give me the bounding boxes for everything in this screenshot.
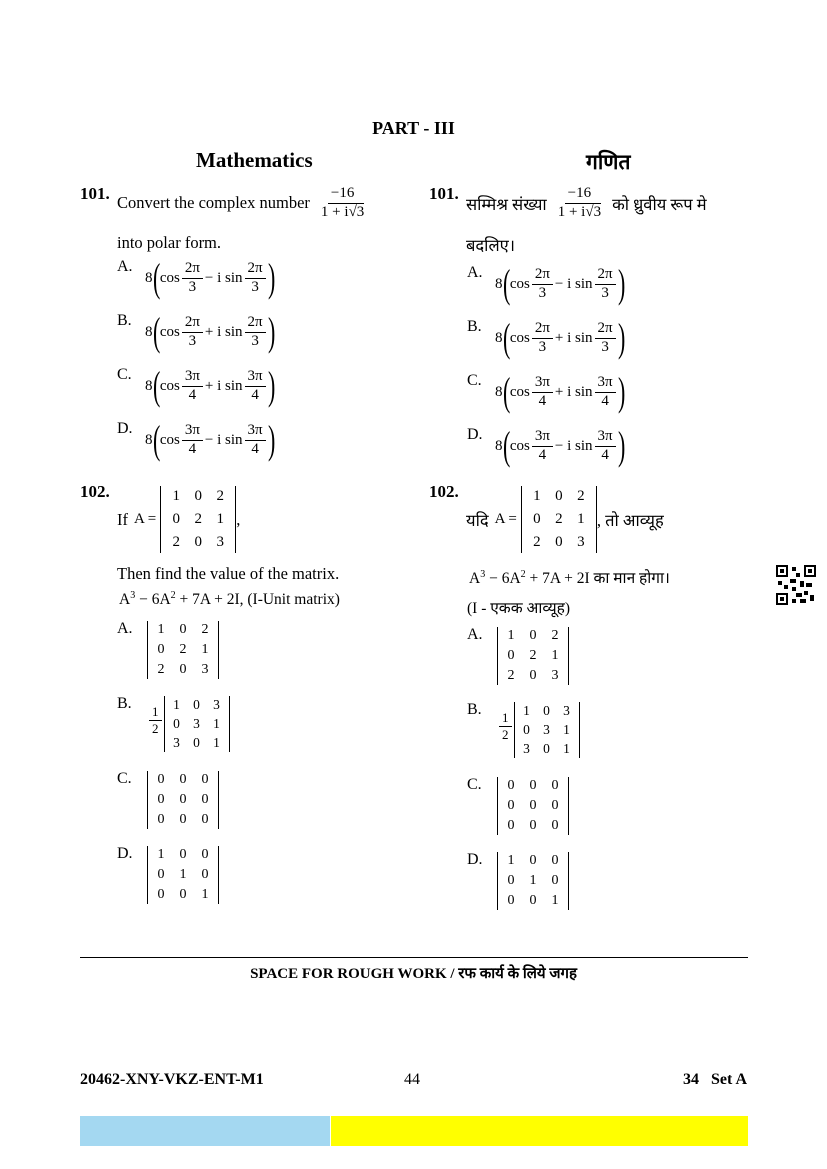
question-number: 102. bbox=[429, 482, 459, 501]
option-row bbox=[117, 309, 275, 354]
matrix-label: A = bbox=[494, 511, 517, 527]
fraction-numerator: 1 bbox=[149, 705, 162, 721]
matrix-cell: 0 bbox=[529, 853, 537, 868]
matrix-cell: 0 bbox=[179, 792, 187, 807]
matrix-cell: 0 bbox=[194, 488, 202, 504]
divider-line bbox=[80, 957, 748, 958]
expr-term: − 6A bbox=[139, 591, 171, 609]
question-text: Convert the complex number bbox=[117, 193, 310, 213]
expr-exponent: 2 bbox=[170, 590, 176, 601]
matrix-cell: 1 bbox=[179, 867, 187, 882]
option-label: A. bbox=[117, 620, 133, 637]
matrix-cell: 2 bbox=[529, 648, 537, 663]
fraction-numerator: 1 bbox=[499, 711, 512, 727]
question-102-stem bbox=[117, 486, 240, 553]
fraction-denominator: 1 + i√3 bbox=[557, 203, 602, 220]
matrix-cell: 0 bbox=[193, 697, 200, 712]
option-row bbox=[467, 315, 625, 360]
matrix-cell: 0 bbox=[529, 778, 537, 793]
option-label: A. bbox=[117, 258, 133, 275]
matrix-cell: 1 bbox=[157, 847, 165, 862]
fraction-numerator: 2π bbox=[182, 261, 203, 279]
left-paren: ( bbox=[502, 423, 510, 468]
operator-term: + i sin bbox=[204, 323, 243, 340]
matrix-cell: 0 bbox=[194, 534, 202, 550]
matrix-cell: 0 bbox=[507, 893, 515, 908]
option-row bbox=[467, 369, 625, 414]
matrix-cell: 3 bbox=[216, 534, 224, 550]
coefficient: 8 bbox=[495, 329, 503, 346]
option-row bbox=[467, 423, 625, 468]
matrix-cell: 1 bbox=[213, 716, 220, 731]
fraction-denominator: 4 bbox=[188, 386, 197, 403]
matrix-cell: 0 bbox=[157, 792, 165, 807]
angle-fraction bbox=[245, 423, 266, 458]
fraction-denominator: 4 bbox=[601, 446, 609, 463]
matrix-cell: 1 bbox=[577, 511, 585, 527]
coefficient: 8 bbox=[495, 437, 503, 454]
qr-code-icon bbox=[776, 565, 816, 605]
angle-fraction bbox=[532, 267, 553, 302]
question-number: 101. bbox=[429, 184, 459, 203]
matrix-cell: 0 bbox=[201, 772, 209, 787]
option-row bbox=[117, 695, 230, 752]
matrix-cell: 1 bbox=[213, 735, 220, 750]
matrix-cell: 2 bbox=[201, 622, 209, 637]
matrix-cell: 3 bbox=[213, 697, 220, 712]
option-row bbox=[467, 776, 569, 835]
option-label: B. bbox=[117, 312, 132, 329]
right-paren: ) bbox=[617, 369, 625, 414]
fraction-denominator: 3 bbox=[188, 278, 197, 295]
fraction-denominator: 3 bbox=[538, 284, 547, 301]
fraction-denominator: 4 bbox=[538, 446, 547, 463]
fraction-denominator: 3 bbox=[538, 338, 547, 355]
cos-term: cos bbox=[509, 437, 530, 454]
expr-term: A bbox=[119, 591, 131, 609]
matrix-cell: 1 bbox=[563, 741, 570, 756]
matrix-cell: 1 bbox=[523, 703, 530, 718]
matrix-cell: 0 bbox=[157, 867, 165, 882]
question-text: , तो आव्यूह bbox=[596, 511, 664, 530]
paper-code: 20462-XNY-VKZ-ENT-M1 bbox=[80, 1071, 264, 1088]
matrix-cell: 0 bbox=[543, 741, 550, 756]
option-label: C. bbox=[467, 372, 482, 389]
option-label: B. bbox=[467, 318, 482, 335]
matrix-cell: 0 bbox=[507, 778, 515, 793]
question-text: यदि bbox=[466, 511, 489, 530]
operator-term: − i sin bbox=[204, 431, 243, 448]
fraction-numerator: −16 bbox=[565, 186, 594, 204]
angle-fraction bbox=[245, 315, 266, 350]
cos-term: cos bbox=[509, 383, 530, 400]
question-number: 102. bbox=[80, 482, 110, 501]
matrix-cell: 0 bbox=[523, 722, 530, 737]
option-matrix bbox=[164, 696, 230, 752]
matrix-cell: 0 bbox=[507, 873, 515, 888]
angle-fraction bbox=[182, 261, 203, 296]
angle-fraction bbox=[245, 261, 266, 296]
polar-expression bbox=[495, 261, 625, 306]
matrix-cell: 0 bbox=[157, 772, 165, 787]
matrix-cell: 2 bbox=[577, 488, 585, 504]
matrix-cell: 0 bbox=[533, 511, 541, 527]
angle-fraction bbox=[182, 315, 203, 350]
option-label: D. bbox=[467, 426, 483, 443]
hindi-section-title: गणित bbox=[586, 150, 631, 174]
option-row bbox=[467, 851, 569, 910]
polar-expression bbox=[145, 309, 275, 354]
matrix-cell: 3 bbox=[173, 735, 180, 750]
matrix-cell: 0 bbox=[179, 622, 187, 637]
angle-fraction bbox=[532, 429, 553, 464]
option-row bbox=[467, 261, 625, 306]
coefficient: 8 bbox=[145, 377, 153, 394]
fraction-numerator: 3π bbox=[595, 375, 616, 393]
question-text: को ध्रुवीय रूप मे bbox=[612, 194, 707, 214]
right-paren: ) bbox=[267, 309, 275, 354]
fraction-numerator: 3π bbox=[182, 423, 203, 441]
fraction-denominator: 4 bbox=[601, 392, 609, 409]
right-paren: ) bbox=[617, 423, 625, 468]
unit-note: (I - एकक आव्यूह) bbox=[467, 600, 571, 617]
coefficient: 8 bbox=[495, 383, 503, 400]
option-matrix bbox=[497, 627, 569, 685]
matrix-cell: 1 bbox=[172, 488, 180, 504]
coefficient: 8 bbox=[495, 275, 503, 292]
matrix-cell: 1 bbox=[157, 622, 165, 637]
fraction-denominator: 3 bbox=[251, 332, 259, 349]
option-row bbox=[117, 845, 219, 904]
angle-fraction bbox=[532, 375, 553, 410]
matrix-cell: 0 bbox=[529, 818, 537, 833]
fraction-denominator: 3 bbox=[601, 284, 609, 301]
expr-exponent: 2 bbox=[520, 568, 526, 580]
matrix-cell: 0 bbox=[529, 668, 537, 683]
angle-fraction bbox=[532, 321, 553, 356]
matrix-cell: 1 bbox=[551, 648, 559, 663]
angle-fraction bbox=[595, 267, 616, 302]
option-row bbox=[117, 363, 275, 408]
option-matrix bbox=[497, 852, 569, 910]
part-heading: PART - III bbox=[372, 118, 455, 138]
fraction-denominator: 4 bbox=[251, 386, 259, 403]
matrix-cell: 2 bbox=[533, 534, 541, 550]
matrix-cell: 0 bbox=[551, 798, 559, 813]
left-paren: ( bbox=[502, 369, 510, 414]
option-row bbox=[117, 770, 219, 829]
fraction-numerator: 2π bbox=[532, 321, 553, 339]
matrix-cell: 0 bbox=[529, 798, 537, 813]
complex-fraction bbox=[318, 186, 367, 221]
fraction-numerator: 2π bbox=[245, 261, 266, 279]
matrix-cell: 0 bbox=[555, 488, 563, 504]
cos-term: cos bbox=[159, 377, 180, 394]
polar-expression bbox=[145, 417, 275, 462]
fraction-numerator: 2π bbox=[245, 315, 266, 333]
matrix-cell: 0 bbox=[201, 847, 209, 862]
option-label: D. bbox=[117, 420, 133, 437]
english-section-title: Mathematics bbox=[196, 148, 313, 172]
matrix-cell: 0 bbox=[179, 772, 187, 787]
fraction-numerator: 3π bbox=[245, 369, 266, 387]
polar-expression bbox=[145, 363, 275, 408]
option-label: A. bbox=[467, 626, 483, 643]
option-row bbox=[467, 626, 569, 685]
option-row bbox=[117, 620, 219, 679]
option-matrix bbox=[514, 702, 580, 758]
fraction-denominator: 2 bbox=[502, 726, 509, 742]
left-paren: ( bbox=[502, 261, 510, 306]
question-number: 101. bbox=[80, 184, 110, 203]
complex-fraction bbox=[555, 186, 604, 221]
matrix-cell: 1 bbox=[507, 628, 515, 643]
matrix-label: A = bbox=[134, 511, 157, 527]
option-row bbox=[467, 701, 580, 758]
cos-term: cos bbox=[159, 323, 180, 340]
matrix-cell: 1 bbox=[533, 488, 541, 504]
fraction-denominator: 3 bbox=[601, 338, 609, 355]
option-matrix bbox=[147, 621, 219, 679]
matrix-cell: 0 bbox=[201, 867, 209, 882]
operator-term: + i sin bbox=[554, 383, 593, 400]
coefficient: 8 bbox=[145, 323, 153, 340]
angle-fraction bbox=[182, 369, 203, 404]
sqrt-term: 3 bbox=[356, 203, 365, 220]
matrix-cell: 0 bbox=[173, 716, 180, 731]
angle-fraction bbox=[182, 423, 203, 458]
matrix-cell: 0 bbox=[157, 812, 165, 827]
matrix-cell: 1 bbox=[173, 697, 180, 712]
matrix-cell: 2 bbox=[157, 662, 165, 677]
angle-fraction bbox=[595, 429, 616, 464]
fraction-denominator: 1 + i√3 bbox=[320, 203, 365, 220]
right-paren: ) bbox=[267, 255, 275, 300]
matrix-cell: 0 bbox=[157, 642, 165, 657]
question-text: बदलिए। bbox=[466, 236, 516, 255]
left-paren: ( bbox=[152, 309, 160, 354]
left-paren: ( bbox=[502, 315, 510, 360]
matrix-cell: 0 bbox=[551, 873, 559, 888]
matrix-cell: 0 bbox=[507, 648, 515, 663]
sqrt-term: 3 bbox=[593, 203, 602, 220]
matrix-cell: 0 bbox=[529, 628, 537, 643]
cos-term: cos bbox=[159, 269, 180, 286]
operator-term: − i sin bbox=[554, 275, 593, 292]
matrix-cell: 1 bbox=[529, 873, 537, 888]
page-number: 44 bbox=[404, 1071, 420, 1088]
matrix-cell: 1 bbox=[563, 722, 570, 737]
expr-exponent: 3 bbox=[480, 568, 486, 580]
question-text: सम्मिश्र संख्या bbox=[466, 194, 547, 214]
matrix-cell: 0 bbox=[201, 812, 209, 827]
matrix-a bbox=[160, 486, 236, 553]
question-text: Then find the value of the matrix. bbox=[117, 564, 340, 583]
expr-term: A bbox=[469, 570, 481, 587]
option-label: B. bbox=[117, 695, 132, 712]
matrix-cell: 2 bbox=[551, 628, 559, 643]
denominator-term: 1 + i bbox=[557, 203, 586, 220]
question-102-stem-hindi bbox=[466, 486, 664, 553]
matrix-cell: 0 bbox=[507, 818, 515, 833]
footer-color-band-blue bbox=[80, 1116, 330, 1146]
unit-note: (I-Unit matrix) bbox=[247, 591, 340, 609]
option-label: C. bbox=[467, 776, 482, 793]
polar-expression bbox=[495, 315, 625, 360]
matrix-cell: 0 bbox=[551, 853, 559, 868]
right-paren: ) bbox=[267, 417, 275, 462]
expr-exponent: 3 bbox=[130, 590, 136, 601]
fraction-numerator: 3π bbox=[532, 429, 553, 447]
expr-term: − 6A bbox=[489, 570, 521, 587]
footer-color-band-yellow bbox=[331, 1116, 748, 1146]
angle-fraction bbox=[245, 369, 266, 404]
matrix-cell: 0 bbox=[529, 893, 537, 908]
cos-term: cos bbox=[509, 275, 530, 292]
matrix-cell: 3 bbox=[543, 722, 550, 737]
matrix-cell: 1 bbox=[216, 511, 224, 527]
matrix-cell: 3 bbox=[193, 716, 200, 731]
cos-term: cos bbox=[159, 431, 180, 448]
matrix-cell: 1 bbox=[507, 853, 515, 868]
option-row bbox=[117, 417, 275, 462]
matrix-cell: 0 bbox=[551, 778, 559, 793]
matrix-a bbox=[521, 486, 597, 553]
coefficient: 8 bbox=[145, 269, 153, 286]
matrix-cell: 0 bbox=[179, 662, 187, 677]
matrix-cell: 0 bbox=[179, 812, 187, 827]
matrix-cell: 2 bbox=[179, 642, 187, 657]
matrix-cell: 1 bbox=[201, 887, 209, 902]
right-paren: ) bbox=[617, 315, 625, 360]
matrix-cell: 0 bbox=[179, 847, 187, 862]
option-matrix bbox=[147, 771, 219, 829]
denominator-term: 1 + i bbox=[320, 203, 349, 220]
matrix-cell: 0 bbox=[555, 534, 563, 550]
operator-term: − i sin bbox=[204, 269, 243, 286]
matrix-expression bbox=[469, 566, 670, 588]
question-text: into polar form. bbox=[117, 233, 222, 252]
fraction-denominator: 3 bbox=[188, 332, 197, 349]
fraction-numerator: 2π bbox=[595, 267, 616, 285]
fraction-denominator: 4 bbox=[188, 440, 197, 457]
fraction-numerator: 2π bbox=[595, 321, 616, 339]
question-101-stem bbox=[117, 186, 369, 221]
fraction-numerator: 3π bbox=[595, 429, 616, 447]
polar-expression bbox=[495, 369, 625, 414]
expr-term: + 7A + 2I का मान होगा। bbox=[529, 570, 670, 587]
option-label: A. bbox=[467, 264, 483, 281]
scalar-fraction bbox=[149, 705, 162, 735]
fraction-numerator: 3π bbox=[245, 423, 266, 441]
operator-term: − i sin bbox=[554, 437, 593, 454]
left-paren: ( bbox=[152, 417, 160, 462]
option-label: C. bbox=[117, 770, 132, 787]
expr-term: + 7A + 2I, bbox=[179, 591, 244, 609]
fraction-denominator: 2 bbox=[152, 720, 159, 736]
fraction-denominator: 4 bbox=[251, 440, 259, 457]
angle-fraction bbox=[595, 321, 616, 356]
operator-term: + i sin bbox=[204, 377, 243, 394]
fraction-numerator: −16 bbox=[328, 186, 357, 204]
option-row bbox=[117, 255, 275, 300]
right-paren: ) bbox=[617, 261, 625, 306]
question-text: If bbox=[117, 509, 128, 529]
operator-term: + i sin bbox=[554, 329, 593, 346]
option-label: D. bbox=[467, 851, 483, 868]
matrix-cell: 1 bbox=[551, 893, 559, 908]
angle-fraction bbox=[595, 375, 616, 410]
matrix-cell: 3 bbox=[523, 741, 530, 756]
matrix-cell: 2 bbox=[194, 511, 202, 527]
matrix-cell: 3 bbox=[577, 534, 585, 550]
left-paren: ( bbox=[152, 255, 160, 300]
matrix-cell: 2 bbox=[507, 668, 515, 683]
matrix-cell: 2 bbox=[216, 488, 224, 504]
polar-expression bbox=[495, 423, 625, 468]
fraction-denominator: 3 bbox=[251, 278, 259, 295]
matrix-cell: 0 bbox=[201, 792, 209, 807]
matrix-cell: 0 bbox=[551, 818, 559, 833]
cos-term: cos bbox=[509, 329, 530, 346]
fraction-numerator: 3π bbox=[532, 375, 553, 393]
option-label: D. bbox=[117, 845, 133, 862]
fraction-numerator: 2π bbox=[532, 267, 553, 285]
matrix-cell: 1 bbox=[201, 642, 209, 657]
matrix-cell: 3 bbox=[563, 703, 570, 718]
matrix-cell: 0 bbox=[157, 887, 165, 902]
matrix-cell: 0 bbox=[507, 798, 515, 813]
option-label: B. bbox=[467, 701, 482, 718]
booklet-set: 34 Set A bbox=[683, 1071, 747, 1088]
option-matrix bbox=[497, 777, 569, 835]
left-paren: ( bbox=[152, 363, 160, 408]
matrix-cell: 3 bbox=[551, 668, 559, 683]
matrix-cell: 0 bbox=[193, 735, 200, 750]
option-matrix bbox=[147, 846, 219, 904]
fraction-numerator: 2π bbox=[182, 315, 203, 333]
matrix-cell: 0 bbox=[543, 703, 550, 718]
option-label: C. bbox=[117, 366, 132, 383]
matrix-cell: 2 bbox=[172, 534, 180, 550]
matrix-cell: 3 bbox=[201, 662, 209, 677]
matrix-expression bbox=[119, 590, 340, 609]
polar-expression bbox=[145, 255, 275, 300]
coefficient: 8 bbox=[145, 431, 153, 448]
fraction-numerator: 3π bbox=[182, 369, 203, 387]
matrix-cell: 0 bbox=[179, 887, 187, 902]
fraction-denominator: 4 bbox=[538, 392, 547, 409]
question-101-stem-hindi bbox=[466, 186, 707, 221]
matrix-cell: 0 bbox=[172, 511, 180, 527]
right-paren: ) bbox=[267, 363, 275, 408]
scalar-fraction bbox=[499, 711, 512, 741]
rough-work-heading: SPACE FOR ROUGH WORK / रफ कार्य के लिये जगह bbox=[250, 966, 577, 982]
matrix-cell: 2 bbox=[555, 511, 563, 527]
comma: , bbox=[236, 509, 241, 529]
